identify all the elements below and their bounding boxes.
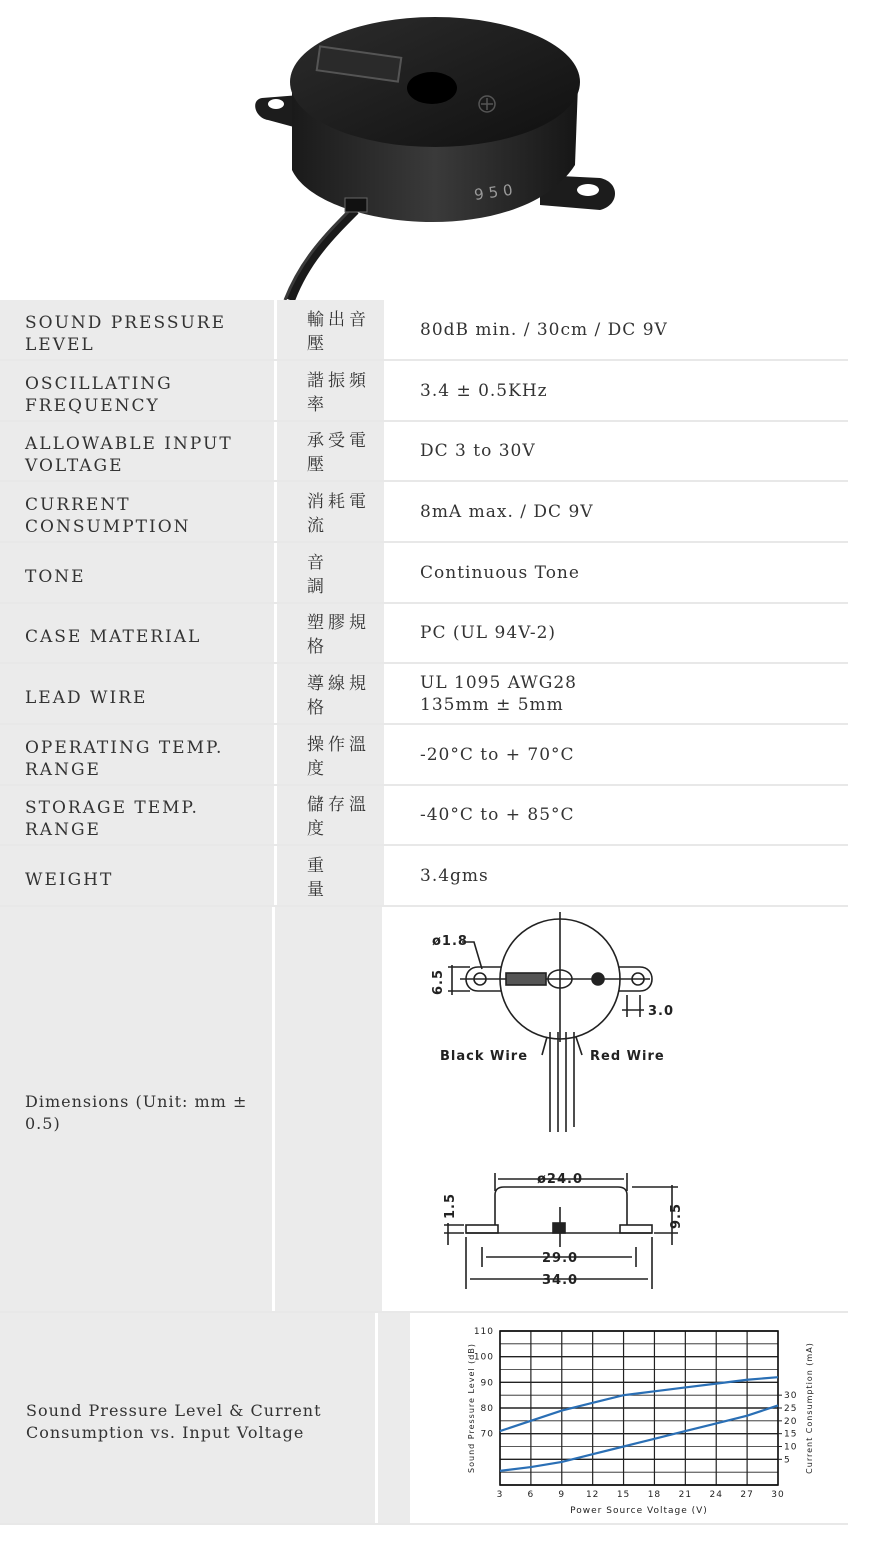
chart-xtick-label: 30 [771,1490,785,1500]
chart-y2tick-label: 30 [784,1391,798,1402]
spec-label-en: TONE [0,543,274,602]
dimensions-drawing-cell [382,907,848,1311]
spec-row-tone [0,543,848,604]
spec-row-operating-temp [0,725,848,786]
dimensions-label: Dimensions (Unit: mm ± 0.5) [0,907,272,1311]
spec-label-zh: 諧振頻 率 [277,361,384,420]
spec-row-case-material [0,604,848,664]
chart-series-line [500,1405,778,1470]
spec-label-zh: 儲存溫 度 [277,786,384,844]
chart-ylabel: Sound Pressure Level (dB) [467,1343,476,1473]
spec-value: -20°C to + 70°C [384,725,848,784]
chart-ytick-label: 100 [473,1352,494,1363]
spec-label-zh: 操作溫 度 [277,725,384,784]
dim-flange-thk: 1.5 [443,1192,458,1219]
dimensions-drawing [382,907,848,1311]
chart-y2tick-label: 20 [784,1416,798,1427]
spec-row-graph [0,1313,848,1525]
chart-y2tick-label: 15 [784,1429,798,1440]
spec-label-zh: 音 調 [277,543,384,602]
model-marking: 950 [473,180,519,204]
spl-current-chart [410,1313,846,1523]
spec-value: 80dB min. / 30cm / DC 9V [384,300,848,359]
spec-label-zh: 導線規 格 [277,664,384,723]
spec-row-oscillating-frequency [0,361,848,422]
dim-hole-pitch: 29.0 [542,1251,579,1266]
spec-label-en: ALLOWABLE INPUT VOLTAGE [0,422,274,480]
chart-xtick-label: 9 [558,1490,566,1500]
chart-y2tick-label: 10 [784,1442,798,1453]
chart-ytick-label: 90 [480,1378,494,1389]
chart-xlabel: Power Source Voltage (V) [570,1506,708,1516]
spec-label-zh: 消耗電 流 [277,482,384,541]
spec-row-current-consumption [0,482,848,543]
chart-series-line [500,1377,778,1431]
chart-y2tick-label: 25 [784,1404,798,1414]
spec-value: Continuous Tone [384,543,848,602]
chart-ytick-label: 70 [480,1429,494,1440]
chart-xtick-label: 6 [527,1490,535,1500]
spec-row-lead-wire [0,664,848,725]
chart-xtick-label: 12 [585,1490,600,1500]
dim-total-h: 9.5 [669,1202,684,1229]
chart-xtick-label: 27 [740,1490,754,1500]
spec-row-weight [0,846,848,907]
dim-hole-dia: ø1.8 [432,934,468,949]
spec-row-sound-pressure [0,300,848,361]
spec-value: PC (UL 94V-2) [384,604,848,662]
spec-label-zh: 承受電 壓 [277,422,384,480]
dim-red-wire: Red Wire [590,1049,665,1064]
spec-value: 3.4 ± 0.5KHz [384,361,848,420]
dim-body-dia: ø24.0 [537,1172,584,1187]
chart-xtick-label: 21 [678,1490,693,1500]
spec-value: -40°C to + 85°C [384,786,848,844]
spec-label-en: CURRENT CONSUMPTION [0,482,274,541]
dimensions-spacer [275,907,382,1311]
spec-label-zh: 重 量 [277,846,384,905]
chart-y2label: Current Consumption (mA) [805,1342,814,1474]
chart-y2tick-label: 5 [784,1455,791,1466]
spec-value: UL 1095 AWG28 135mm ± 5mm [384,664,848,723]
spec-label-en: OSCILLATING FREQUENCY [0,361,274,420]
chart-xtick-label: 18 [647,1490,662,1500]
spec-row-allowable-voltage [0,422,848,482]
spec-row-dimensions [0,907,848,1313]
spec-value: 3.4gms [384,846,848,905]
chart-xtick-label: 24 [709,1490,723,1500]
spec-value: 8mA max. / DC 9V [384,482,848,541]
dim-height-a: 6.5 [431,968,446,995]
chart-xtick-label: 3 [496,1490,504,1500]
spec-label-en: STORAGE TEMP. RANGE [0,786,274,844]
spec-label-en: CASE MATERIAL [0,604,274,662]
spec-label-zh: 輸出音 壓 [277,300,384,359]
chart-ytick-label: 80 [480,1404,494,1414]
spec-value: DC 3 to 30V [384,422,848,480]
spec-label-en: SOUND PRESSURE LEVEL [0,300,274,359]
chart-xtick-label: 15 [616,1490,631,1500]
graph-cell [410,1313,848,1523]
spec-table [0,300,848,1525]
spec-row-storage-temp [0,786,848,846]
graph-spacer [378,1313,410,1523]
chart-ytick-label: 110 [473,1327,494,1337]
spec-label-en: OPERATING TEMP. RANGE [0,725,274,784]
spec-label-zh: 塑膠規 格 [277,604,384,662]
product-photo [0,0,877,300]
graph-label: Sound Pressure Level & Current Consumption vs. Input Voltage [0,1313,375,1523]
dim-overall: 34.0 [542,1273,579,1288]
dim-offset: 3.0 [648,1004,675,1019]
dim-black-wire: Black Wire [440,1049,529,1064]
spec-label-en: LEAD WIRE [0,664,274,723]
spec-label-en: WEIGHT [0,846,274,905]
buzzer-illustration [0,0,877,300]
